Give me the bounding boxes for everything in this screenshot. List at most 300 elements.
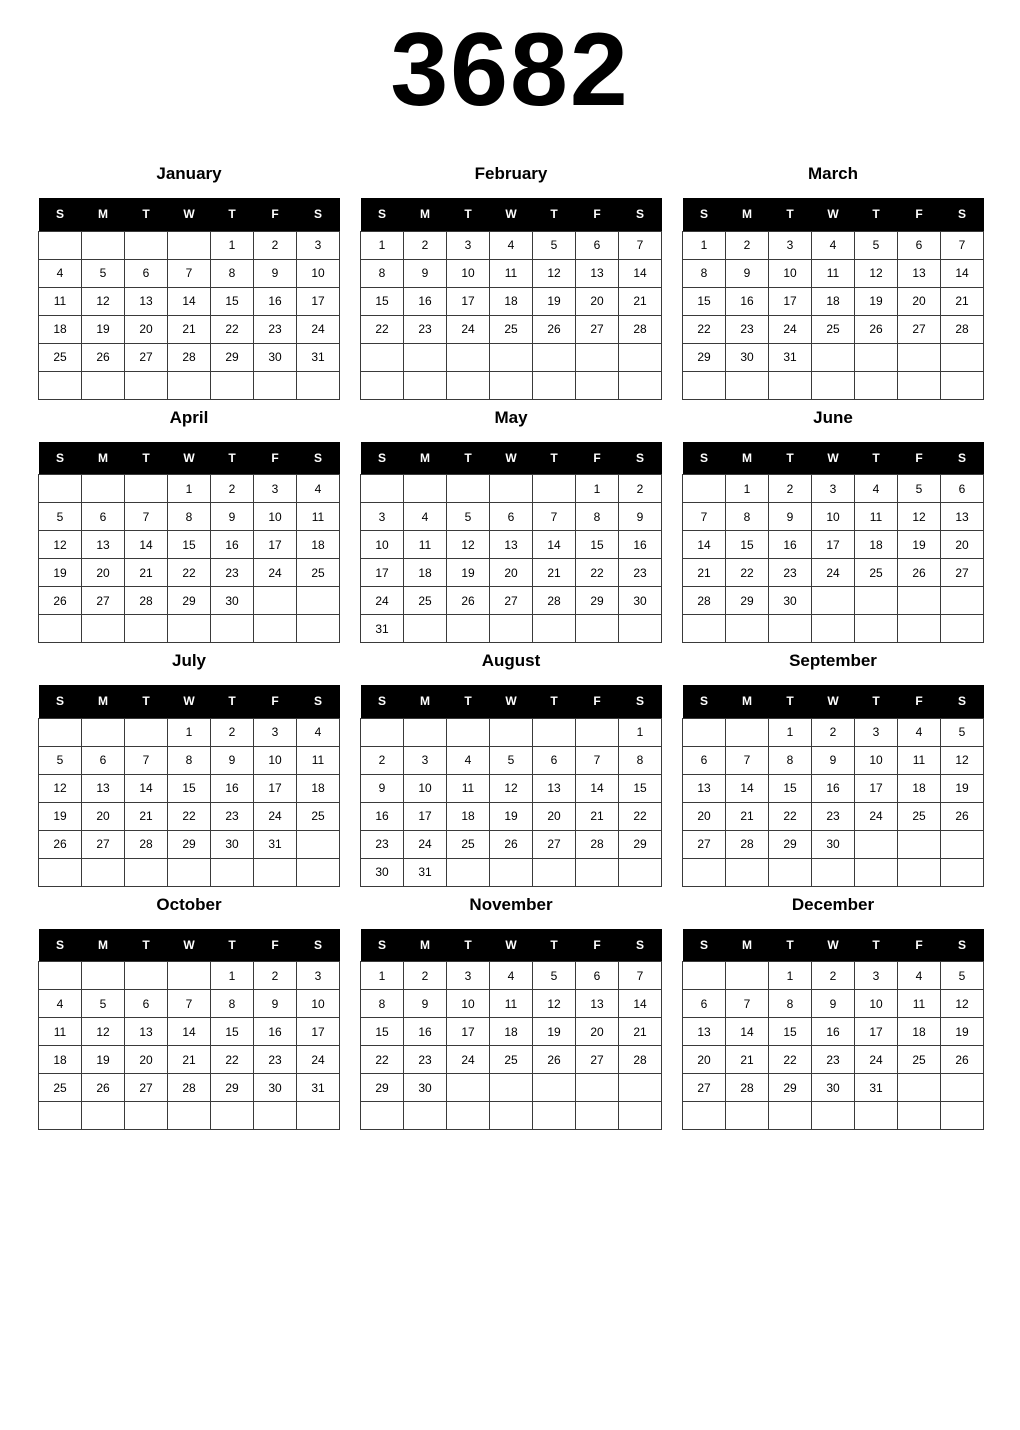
day-cell[interactable]: 23 xyxy=(726,315,769,343)
day-cell[interactable]: 3 xyxy=(769,231,812,259)
day-cell[interactable]: 26 xyxy=(855,315,898,343)
day-cell[interactable]: 8 xyxy=(168,746,211,774)
day-cell[interactable]: 10 xyxy=(855,746,898,774)
day-cell[interactable]: 26 xyxy=(39,587,82,615)
day-cell[interactable]: 27 xyxy=(941,559,984,587)
day-cell[interactable]: 16 xyxy=(211,531,254,559)
day-cell[interactable]: 7 xyxy=(168,259,211,287)
day-cell[interactable]: 17 xyxy=(297,287,340,315)
day-cell[interactable]: 16 xyxy=(619,531,662,559)
day-cell[interactable]: 25 xyxy=(898,802,941,830)
day-cell[interactable]: 12 xyxy=(39,531,82,559)
day-cell[interactable]: 21 xyxy=(125,559,168,587)
day-cell[interactable]: 17 xyxy=(361,559,404,587)
day-cell[interactable]: 21 xyxy=(168,315,211,343)
day-cell[interactable]: 18 xyxy=(855,531,898,559)
day-cell[interactable]: 1 xyxy=(361,231,404,259)
day-cell[interactable]: 21 xyxy=(726,1046,769,1074)
day-cell[interactable]: 29 xyxy=(211,343,254,371)
day-cell[interactable]: 29 xyxy=(168,830,211,858)
day-cell[interactable]: 11 xyxy=(490,990,533,1018)
day-cell[interactable]: 15 xyxy=(168,531,211,559)
day-cell[interactable]: 14 xyxy=(533,531,576,559)
day-cell[interactable]: 18 xyxy=(490,287,533,315)
day-cell[interactable]: 11 xyxy=(297,503,340,531)
day-cell[interactable]: 27 xyxy=(125,1074,168,1102)
day-cell[interactable]: 25 xyxy=(39,1074,82,1102)
day-cell[interactable]: 16 xyxy=(211,774,254,802)
day-cell[interactable]: 7 xyxy=(125,503,168,531)
day-cell[interactable]: 7 xyxy=(619,962,662,990)
day-cell[interactable]: 13 xyxy=(576,990,619,1018)
day-cell[interactable]: 3 xyxy=(855,962,898,990)
day-cell[interactable]: 14 xyxy=(125,774,168,802)
day-cell[interactable]: 13 xyxy=(576,259,619,287)
day-cell[interactable]: 2 xyxy=(404,962,447,990)
day-cell[interactable]: 29 xyxy=(211,1074,254,1102)
day-cell[interactable]: 15 xyxy=(211,287,254,315)
day-cell[interactable]: 9 xyxy=(726,259,769,287)
day-cell[interactable]: 2 xyxy=(211,475,254,503)
day-cell[interactable]: 25 xyxy=(812,315,855,343)
day-cell[interactable]: 21 xyxy=(619,1018,662,1046)
day-cell[interactable]: 19 xyxy=(533,287,576,315)
day-cell[interactable]: 15 xyxy=(168,774,211,802)
day-cell[interactable]: 5 xyxy=(490,746,533,774)
day-cell[interactable]: 23 xyxy=(404,315,447,343)
day-cell[interactable]: 30 xyxy=(211,587,254,615)
day-cell[interactable]: 15 xyxy=(576,531,619,559)
day-cell[interactable]: 23 xyxy=(619,559,662,587)
day-cell[interactable]: 23 xyxy=(812,802,855,830)
day-cell[interactable]: 4 xyxy=(39,259,82,287)
day-cell[interactable]: 12 xyxy=(941,990,984,1018)
day-cell[interactable]: 11 xyxy=(447,774,490,802)
day-cell[interactable]: 23 xyxy=(211,559,254,587)
day-cell[interactable]: 3 xyxy=(447,962,490,990)
day-cell[interactable]: 18 xyxy=(490,1018,533,1046)
day-cell[interactable]: 7 xyxy=(683,503,726,531)
day-cell[interactable]: 25 xyxy=(898,1046,941,1074)
day-cell[interactable]: 1 xyxy=(211,231,254,259)
day-cell[interactable]: 7 xyxy=(619,231,662,259)
day-cell[interactable]: 23 xyxy=(211,802,254,830)
day-cell[interactable]: 19 xyxy=(447,559,490,587)
day-cell[interactable]: 30 xyxy=(211,830,254,858)
day-cell[interactable]: 13 xyxy=(683,1018,726,1046)
day-cell[interactable]: 21 xyxy=(683,559,726,587)
day-cell[interactable]: 28 xyxy=(125,830,168,858)
day-cell[interactable]: 24 xyxy=(447,1046,490,1074)
day-cell[interactable]: 5 xyxy=(82,990,125,1018)
day-cell[interactable]: 6 xyxy=(898,231,941,259)
day-cell[interactable]: 10 xyxy=(254,503,297,531)
day-cell[interactable]: 20 xyxy=(576,287,619,315)
day-cell[interactable]: 17 xyxy=(855,774,898,802)
day-cell[interactable]: 15 xyxy=(619,774,662,802)
day-cell[interactable]: 28 xyxy=(683,587,726,615)
day-cell[interactable]: 13 xyxy=(490,531,533,559)
day-cell[interactable]: 29 xyxy=(726,587,769,615)
day-cell[interactable]: 30 xyxy=(404,1074,447,1102)
day-cell[interactable]: 26 xyxy=(533,1046,576,1074)
day-cell[interactable]: 20 xyxy=(941,531,984,559)
day-cell[interactable]: 9 xyxy=(211,746,254,774)
day-cell[interactable]: 1 xyxy=(726,475,769,503)
day-cell[interactable]: 15 xyxy=(361,287,404,315)
day-cell[interactable]: 2 xyxy=(254,231,297,259)
day-cell[interactable]: 2 xyxy=(726,231,769,259)
day-cell[interactable]: 2 xyxy=(404,231,447,259)
day-cell[interactable]: 5 xyxy=(898,475,941,503)
day-cell[interactable]: 22 xyxy=(168,559,211,587)
day-cell[interactable]: 19 xyxy=(941,774,984,802)
day-cell[interactable]: 16 xyxy=(361,802,404,830)
day-cell[interactable]: 3 xyxy=(812,475,855,503)
day-cell[interactable]: 19 xyxy=(82,1046,125,1074)
day-cell[interactable]: 18 xyxy=(898,774,941,802)
day-cell[interactable]: 28 xyxy=(576,830,619,858)
day-cell[interactable]: 24 xyxy=(855,1046,898,1074)
day-cell[interactable]: 26 xyxy=(82,343,125,371)
day-cell[interactable]: 24 xyxy=(855,802,898,830)
day-cell[interactable]: 1 xyxy=(683,231,726,259)
day-cell[interactable]: 28 xyxy=(168,343,211,371)
day-cell[interactable]: 31 xyxy=(254,830,297,858)
day-cell[interactable]: 14 xyxy=(576,774,619,802)
day-cell[interactable]: 3 xyxy=(447,231,490,259)
day-cell[interactable]: 15 xyxy=(769,774,812,802)
day-cell[interactable]: 21 xyxy=(619,287,662,315)
day-cell[interactable]: 6 xyxy=(683,990,726,1018)
day-cell[interactable]: 8 xyxy=(361,259,404,287)
day-cell[interactable]: 31 xyxy=(769,343,812,371)
day-cell[interactable]: 18 xyxy=(297,531,340,559)
day-cell[interactable]: 1 xyxy=(769,962,812,990)
day-cell[interactable]: 17 xyxy=(297,1018,340,1046)
day-cell[interactable]: 8 xyxy=(726,503,769,531)
day-cell[interactable]: 19 xyxy=(855,287,898,315)
day-cell[interactable]: 11 xyxy=(490,259,533,287)
day-cell[interactable]: 19 xyxy=(82,315,125,343)
day-cell[interactable]: 12 xyxy=(82,287,125,315)
day-cell[interactable]: 17 xyxy=(447,1018,490,1046)
day-cell[interactable]: 6 xyxy=(576,231,619,259)
day-cell[interactable]: 9 xyxy=(769,503,812,531)
day-cell[interactable]: 27 xyxy=(533,830,576,858)
day-cell[interactable]: 17 xyxy=(254,774,297,802)
day-cell[interactable]: 7 xyxy=(533,503,576,531)
day-cell[interactable]: 7 xyxy=(576,746,619,774)
day-cell[interactable]: 9 xyxy=(812,990,855,1018)
day-cell[interactable]: 12 xyxy=(533,990,576,1018)
day-cell[interactable]: 8 xyxy=(211,990,254,1018)
day-cell[interactable]: 21 xyxy=(941,287,984,315)
day-cell[interactable]: 2 xyxy=(769,475,812,503)
day-cell[interactable]: 24 xyxy=(361,587,404,615)
day-cell[interactable]: 4 xyxy=(447,746,490,774)
day-cell[interactable]: 30 xyxy=(254,343,297,371)
day-cell[interactable]: 11 xyxy=(898,746,941,774)
day-cell[interactable]: 26 xyxy=(447,587,490,615)
day-cell[interactable]: 13 xyxy=(82,531,125,559)
day-cell[interactable]: 13 xyxy=(125,287,168,315)
day-cell[interactable]: 17 xyxy=(254,531,297,559)
day-cell[interactable]: 21 xyxy=(576,802,619,830)
day-cell[interactable]: 5 xyxy=(941,962,984,990)
day-cell[interactable]: 13 xyxy=(125,1018,168,1046)
day-cell[interactable]: 17 xyxy=(769,287,812,315)
day-cell[interactable]: 2 xyxy=(619,475,662,503)
day-cell[interactable]: 2 xyxy=(211,718,254,746)
day-cell[interactable]: 22 xyxy=(168,802,211,830)
day-cell[interactable]: 12 xyxy=(447,531,490,559)
day-cell[interactable]: 10 xyxy=(769,259,812,287)
day-cell[interactable]: 19 xyxy=(533,1018,576,1046)
day-cell[interactable]: 9 xyxy=(619,503,662,531)
day-cell[interactable]: 7 xyxy=(125,746,168,774)
day-cell[interactable]: 16 xyxy=(254,287,297,315)
day-cell[interactable]: 18 xyxy=(447,802,490,830)
day-cell[interactable]: 31 xyxy=(855,1074,898,1102)
day-cell[interactable]: 27 xyxy=(898,315,941,343)
day-cell[interactable]: 27 xyxy=(576,1046,619,1074)
day-cell[interactable]: 25 xyxy=(447,830,490,858)
day-cell[interactable]: 23 xyxy=(361,830,404,858)
day-cell[interactable]: 18 xyxy=(404,559,447,587)
day-cell[interactable]: 6 xyxy=(941,475,984,503)
day-cell[interactable]: 7 xyxy=(168,990,211,1018)
day-cell[interactable]: 21 xyxy=(726,802,769,830)
day-cell[interactable]: 28 xyxy=(726,830,769,858)
day-cell[interactable]: 14 xyxy=(619,990,662,1018)
day-cell[interactable]: 10 xyxy=(361,531,404,559)
day-cell[interactable]: 22 xyxy=(361,315,404,343)
day-cell[interactable]: 2 xyxy=(254,962,297,990)
day-cell[interactable]: 1 xyxy=(168,475,211,503)
day-cell[interactable]: 5 xyxy=(39,503,82,531)
day-cell[interactable]: 26 xyxy=(39,830,82,858)
day-cell[interactable]: 29 xyxy=(619,830,662,858)
day-cell[interactable]: 30 xyxy=(726,343,769,371)
day-cell[interactable]: 10 xyxy=(254,746,297,774)
day-cell[interactable]: 5 xyxy=(941,718,984,746)
day-cell[interactable]: 25 xyxy=(855,559,898,587)
day-cell[interactable]: 1 xyxy=(619,718,662,746)
day-cell[interactable]: 28 xyxy=(168,1074,211,1102)
day-cell[interactable]: 12 xyxy=(490,774,533,802)
day-cell[interactable]: 6 xyxy=(683,746,726,774)
day-cell[interactable]: 21 xyxy=(125,802,168,830)
day-cell[interactable]: 25 xyxy=(39,343,82,371)
day-cell[interactable]: 19 xyxy=(490,802,533,830)
day-cell[interactable]: 29 xyxy=(683,343,726,371)
day-cell[interactable]: 22 xyxy=(576,559,619,587)
day-cell[interactable]: 28 xyxy=(726,1074,769,1102)
day-cell[interactable]: 14 xyxy=(726,1018,769,1046)
day-cell[interactable]: 17 xyxy=(404,802,447,830)
day-cell[interactable]: 6 xyxy=(125,259,168,287)
day-cell[interactable]: 7 xyxy=(726,746,769,774)
day-cell[interactable]: 27 xyxy=(125,343,168,371)
day-cell[interactable]: 24 xyxy=(254,559,297,587)
day-cell[interactable]: 14 xyxy=(168,287,211,315)
day-cell[interactable]: 1 xyxy=(211,962,254,990)
day-cell[interactable]: 9 xyxy=(254,259,297,287)
day-cell[interactable]: 16 xyxy=(726,287,769,315)
day-cell[interactable]: 20 xyxy=(533,802,576,830)
day-cell[interactable]: 2 xyxy=(361,746,404,774)
day-cell[interactable]: 26 xyxy=(898,559,941,587)
day-cell[interactable]: 12 xyxy=(82,1018,125,1046)
day-cell[interactable]: 17 xyxy=(447,287,490,315)
day-cell[interactable]: 21 xyxy=(168,1046,211,1074)
day-cell[interactable]: 3 xyxy=(361,503,404,531)
day-cell[interactable]: 11 xyxy=(39,287,82,315)
day-cell[interactable]: 16 xyxy=(404,1018,447,1046)
day-cell[interactable]: 10 xyxy=(812,503,855,531)
day-cell[interactable]: 29 xyxy=(769,1074,812,1102)
day-cell[interactable]: 13 xyxy=(533,774,576,802)
day-cell[interactable]: 1 xyxy=(576,475,619,503)
day-cell[interactable]: 8 xyxy=(769,990,812,1018)
day-cell[interactable]: 25 xyxy=(297,559,340,587)
day-cell[interactable]: 12 xyxy=(533,259,576,287)
day-cell[interactable]: 30 xyxy=(361,858,404,886)
day-cell[interactable]: 18 xyxy=(39,315,82,343)
day-cell[interactable]: 20 xyxy=(683,802,726,830)
day-cell[interactable]: 14 xyxy=(168,1018,211,1046)
day-cell[interactable]: 31 xyxy=(361,615,404,643)
day-cell[interactable]: 1 xyxy=(361,962,404,990)
day-cell[interactable]: 20 xyxy=(683,1046,726,1074)
day-cell[interactable]: 24 xyxy=(769,315,812,343)
day-cell[interactable]: 20 xyxy=(490,559,533,587)
day-cell[interactable]: 9 xyxy=(404,259,447,287)
day-cell[interactable]: 3 xyxy=(254,718,297,746)
day-cell[interactable]: 3 xyxy=(404,746,447,774)
day-cell[interactable]: 6 xyxy=(576,962,619,990)
day-cell[interactable]: 16 xyxy=(812,1018,855,1046)
day-cell[interactable]: 27 xyxy=(82,830,125,858)
day-cell[interactable]: 19 xyxy=(39,559,82,587)
day-cell[interactable]: 12 xyxy=(898,503,941,531)
day-cell[interactable]: 16 xyxy=(769,531,812,559)
day-cell[interactable]: 26 xyxy=(490,830,533,858)
day-cell[interactable]: 4 xyxy=(297,475,340,503)
day-cell[interactable]: 20 xyxy=(898,287,941,315)
day-cell[interactable]: 24 xyxy=(297,315,340,343)
day-cell[interactable]: 10 xyxy=(297,990,340,1018)
day-cell[interactable]: 30 xyxy=(812,830,855,858)
day-cell[interactable]: 28 xyxy=(533,587,576,615)
day-cell[interactable]: 28 xyxy=(619,315,662,343)
day-cell[interactable]: 30 xyxy=(619,587,662,615)
day-cell[interactable]: 3 xyxy=(297,962,340,990)
day-cell[interactable]: 23 xyxy=(812,1046,855,1074)
day-cell[interactable]: 6 xyxy=(82,503,125,531)
day-cell[interactable]: 5 xyxy=(447,503,490,531)
day-cell[interactable]: 25 xyxy=(490,1046,533,1074)
day-cell[interactable]: 4 xyxy=(898,718,941,746)
day-cell[interactable]: 15 xyxy=(726,531,769,559)
day-cell[interactable]: 4 xyxy=(855,475,898,503)
day-cell[interactable]: 23 xyxy=(769,559,812,587)
day-cell[interactable]: 28 xyxy=(941,315,984,343)
day-cell[interactable]: 5 xyxy=(82,259,125,287)
day-cell[interactable]: 11 xyxy=(39,1018,82,1046)
day-cell[interactable]: 9 xyxy=(812,746,855,774)
day-cell[interactable]: 2 xyxy=(812,962,855,990)
day-cell[interactable]: 22 xyxy=(211,315,254,343)
day-cell[interactable]: 8 xyxy=(168,503,211,531)
day-cell[interactable]: 23 xyxy=(404,1046,447,1074)
day-cell[interactable]: 1 xyxy=(769,718,812,746)
day-cell[interactable]: 26 xyxy=(533,315,576,343)
day-cell[interactable]: 25 xyxy=(297,802,340,830)
day-cell[interactable]: 4 xyxy=(490,962,533,990)
day-cell[interactable]: 11 xyxy=(404,531,447,559)
day-cell[interactable]: 6 xyxy=(533,746,576,774)
day-cell[interactable]: 21 xyxy=(533,559,576,587)
day-cell[interactable]: 9 xyxy=(404,990,447,1018)
day-cell[interactable]: 7 xyxy=(726,990,769,1018)
day-cell[interactable]: 22 xyxy=(361,1046,404,1074)
day-cell[interactable]: 23 xyxy=(254,315,297,343)
day-cell[interactable]: 19 xyxy=(39,802,82,830)
day-cell[interactable]: 15 xyxy=(211,1018,254,1046)
day-cell[interactable]: 4 xyxy=(297,718,340,746)
day-cell[interactable]: 26 xyxy=(941,1046,984,1074)
day-cell[interactable]: 23 xyxy=(254,1046,297,1074)
day-cell[interactable]: 10 xyxy=(855,990,898,1018)
day-cell[interactable]: 14 xyxy=(941,259,984,287)
day-cell[interactable]: 29 xyxy=(769,830,812,858)
day-cell[interactable]: 14 xyxy=(125,531,168,559)
day-cell[interactable]: 5 xyxy=(855,231,898,259)
day-cell[interactable]: 11 xyxy=(297,746,340,774)
day-cell[interactable]: 3 xyxy=(297,231,340,259)
day-cell[interactable]: 29 xyxy=(361,1074,404,1102)
day-cell[interactable]: 24 xyxy=(297,1046,340,1074)
day-cell[interactable]: 18 xyxy=(297,774,340,802)
day-cell[interactable]: 8 xyxy=(619,746,662,774)
day-cell[interactable]: 22 xyxy=(619,802,662,830)
day-cell[interactable]: 5 xyxy=(533,231,576,259)
day-cell[interactable]: 20 xyxy=(82,559,125,587)
day-cell[interactable]: 20 xyxy=(125,315,168,343)
day-cell[interactable]: 12 xyxy=(941,746,984,774)
day-cell[interactable]: 27 xyxy=(683,1074,726,1102)
day-cell[interactable]: 29 xyxy=(168,587,211,615)
day-cell[interactable]: 17 xyxy=(812,531,855,559)
day-cell[interactable]: 31 xyxy=(404,858,447,886)
day-cell[interactable]: 11 xyxy=(898,990,941,1018)
day-cell[interactable]: 11 xyxy=(812,259,855,287)
day-cell[interactable]: 8 xyxy=(683,259,726,287)
day-cell[interactable]: 24 xyxy=(812,559,855,587)
day-cell[interactable]: 6 xyxy=(125,990,168,1018)
day-cell[interactable]: 3 xyxy=(254,475,297,503)
day-cell[interactable]: 4 xyxy=(39,990,82,1018)
day-cell[interactable]: 15 xyxy=(361,1018,404,1046)
day-cell[interactable]: 13 xyxy=(941,503,984,531)
day-cell[interactable]: 2 xyxy=(812,718,855,746)
day-cell[interactable]: 22 xyxy=(769,1046,812,1074)
day-cell[interactable]: 27 xyxy=(683,830,726,858)
day-cell[interactable]: 30 xyxy=(812,1074,855,1102)
day-cell[interactable]: 7 xyxy=(941,231,984,259)
